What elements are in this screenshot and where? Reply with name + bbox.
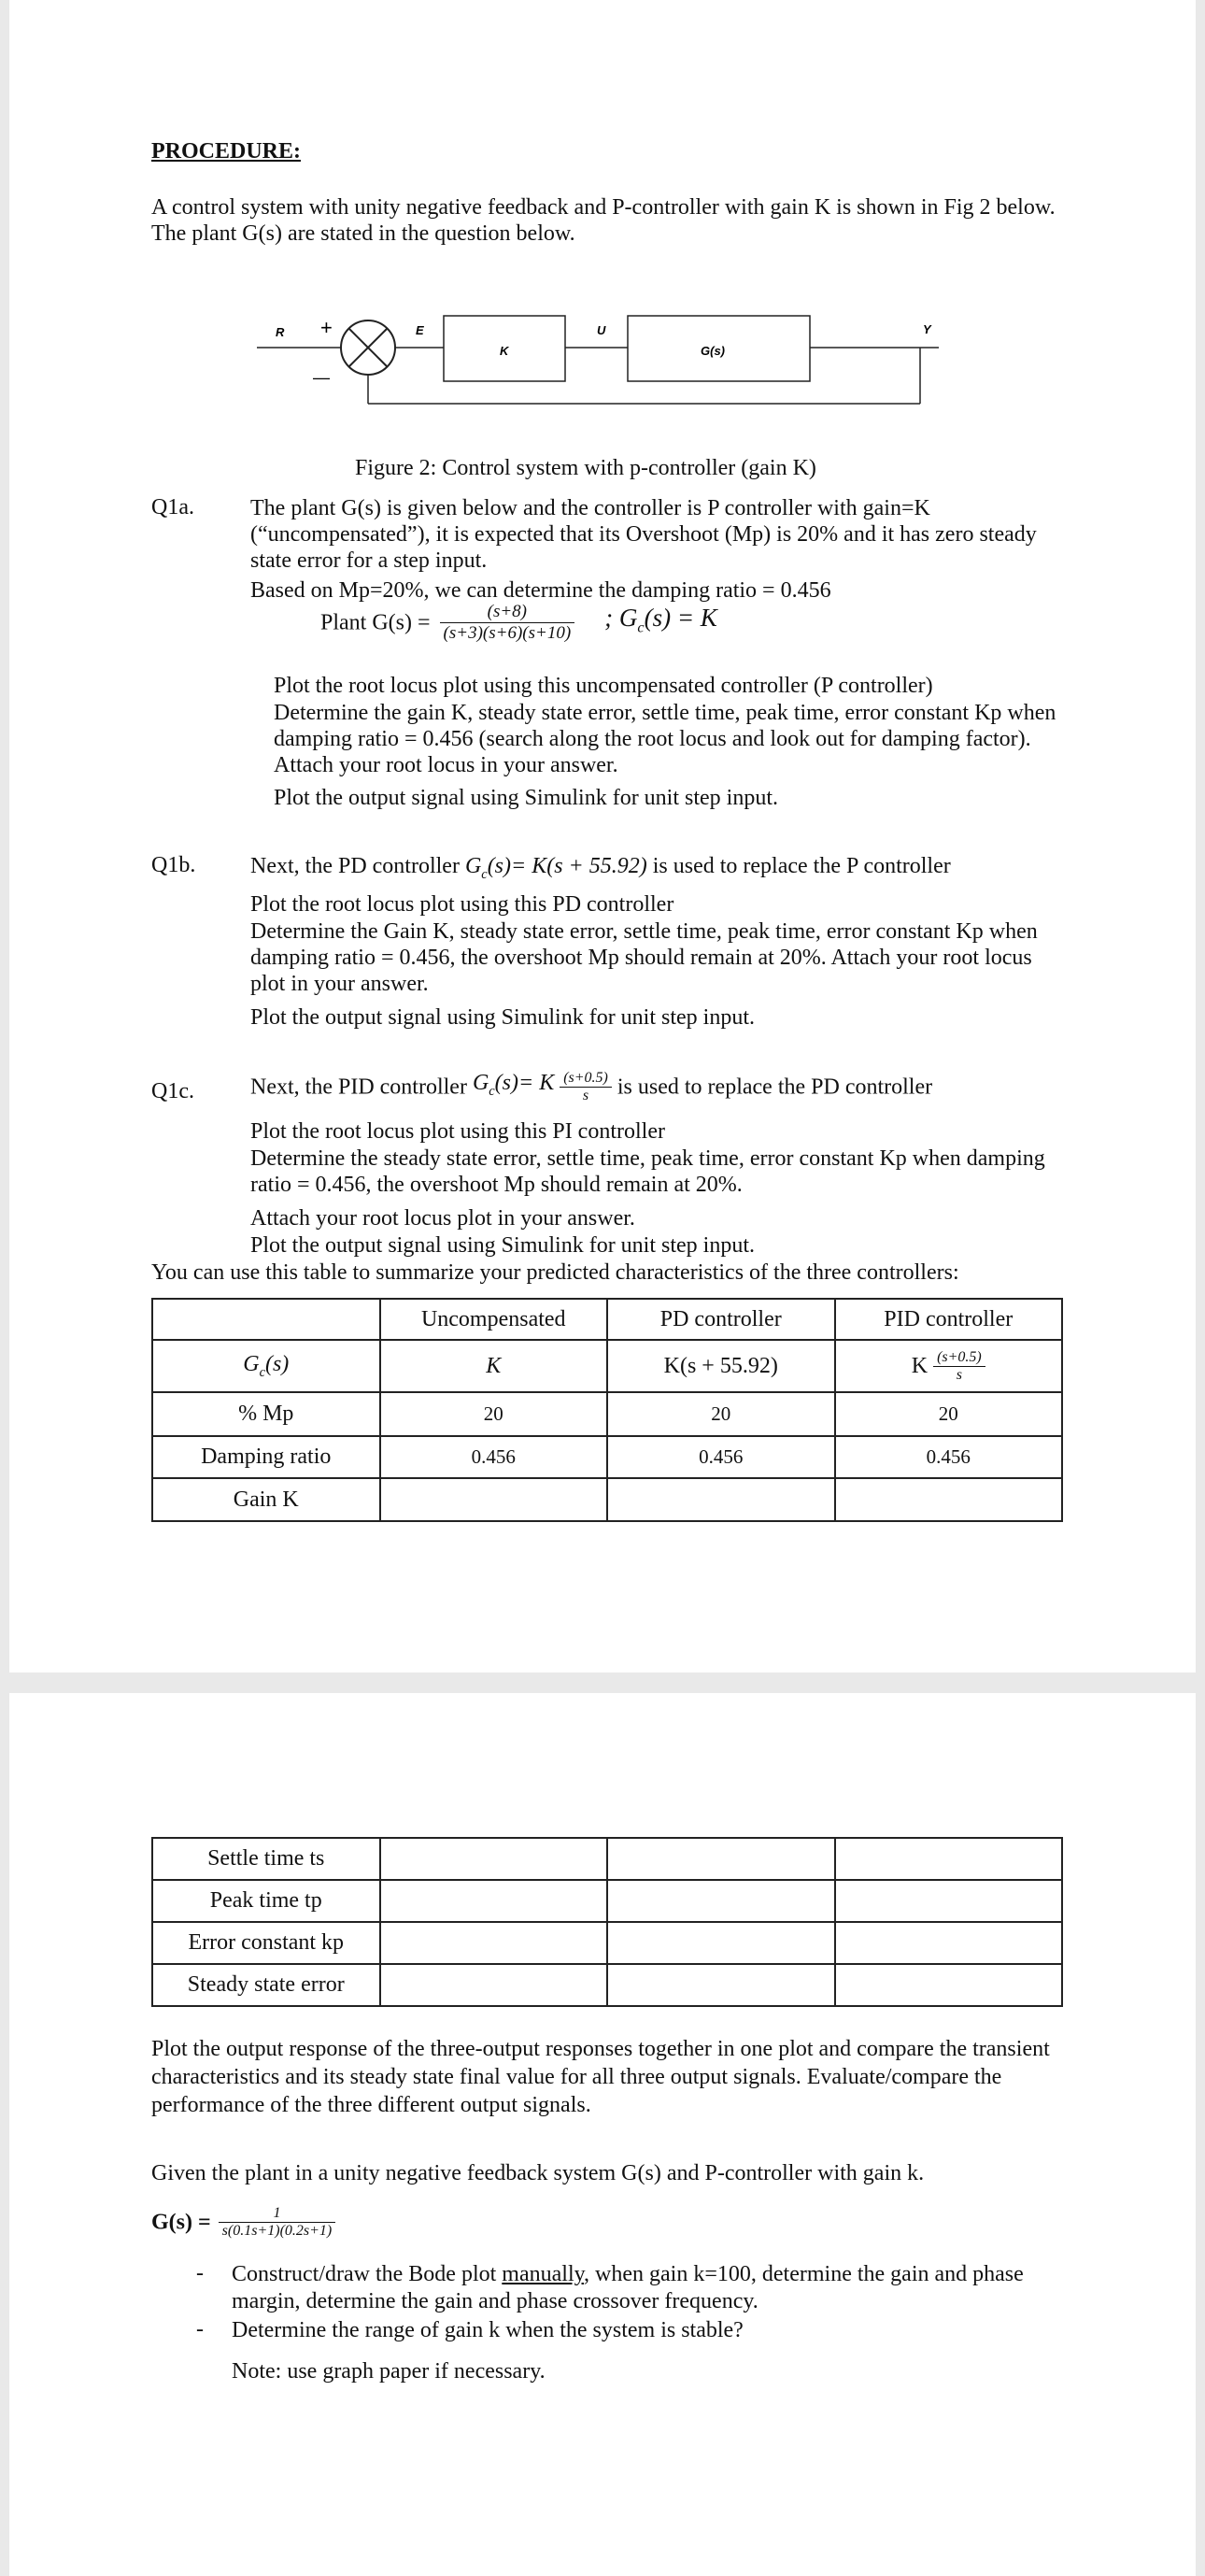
intro-paragraph: A control system with unity negative feedback and P-controller with gain K is shown in Fig 2 below. The plant G(s) are stated in the question below. xyxy=(151,195,1056,246)
q1b-task-1: Plot the root locus plot using this PD controller xyxy=(250,892,674,917)
q1b-task-3: Plot the output signal using Simulink for unit step input. xyxy=(250,1005,756,1030)
document-page-1 xyxy=(9,0,1196,1672)
table-row-gc xyxy=(152,1340,1062,1392)
q1a-task-2: Determine the gain K, steady state error, settle time, peak time, error constant Kp when damping ratio = 0.456 (search along the root locus and look out for damping factor). Attach your root locus in your answer. xyxy=(274,701,1056,777)
table-cell xyxy=(380,1880,608,1922)
q2-bullet-1-post: , when gain k=100, determine the gain and phase margin, determine the gain and phase crossover frequency. xyxy=(232,2262,1024,2313)
q1c-label: Q1c. xyxy=(151,1079,194,1103)
q1c-intro xyxy=(250,1070,932,1104)
controller-summary-table xyxy=(151,1298,1063,1522)
table-cell: 0.456 xyxy=(380,1436,608,1478)
q1c-pid-fraction xyxy=(560,1070,612,1104)
signal-label-u: U xyxy=(597,323,606,337)
table-cell xyxy=(835,1964,1063,2006)
q1b-intro xyxy=(250,853,951,888)
gc-row-label: $G_c(s)$ xyxy=(152,1340,380,1392)
q2-bullet-1-underlined: manually xyxy=(502,2262,585,2286)
q1c-task-3: Attach your root locus plot in your answer. xyxy=(250,1206,635,1231)
q2-g-label: G(s) = xyxy=(151,2210,211,2235)
q2-g-denominator: s(0.1s+1)(0.2s+1) xyxy=(221,2223,333,2239)
table-cell xyxy=(835,1838,1063,1880)
table-cell xyxy=(835,1880,1063,1922)
table-header-cell: PID controller xyxy=(835,1299,1063,1340)
q1c-fraction-numerator: (s+0.5) xyxy=(560,1070,612,1088)
q2-note: Note: use graph paper if necessary. xyxy=(232,2359,546,2384)
table-header-cell: PD controller xyxy=(607,1299,835,1340)
table-cell xyxy=(835,1922,1063,1964)
table-cell xyxy=(607,1964,835,2006)
table-cell: 20 xyxy=(607,1392,835,1436)
table-cell xyxy=(380,1922,608,1964)
plant-equation xyxy=(320,602,717,644)
row-label: % Mp xyxy=(152,1392,380,1436)
row-label: Error constant kp xyxy=(152,1922,380,1964)
subscript-c: c xyxy=(637,619,645,636)
q1b-label: Q1b. xyxy=(151,853,196,877)
table-row xyxy=(152,1964,1062,2006)
signal-label-r: R xyxy=(276,325,285,339)
gc-pid-fraction xyxy=(933,1349,985,1384)
q1c-intro-pre: Next, the PID controller xyxy=(250,1075,473,1100)
gc-uncompensated: K xyxy=(380,1340,608,1392)
table-cell: 20 xyxy=(380,1392,608,1436)
q1b-pd-controller-math: $G_c(s)= K(s + 55.92)$ xyxy=(464,854,647,882)
q1a-task-1: Plot the root locus plot using this uncompensated controller (P controller) xyxy=(274,674,933,698)
q1c-fraction-denominator: s xyxy=(582,1088,589,1103)
table-cell xyxy=(380,1838,608,1880)
subscript-c: c xyxy=(489,1083,495,1099)
row-label: Peak time tp xyxy=(152,1880,380,1922)
q1b-intro-post: is used to replace the P controller xyxy=(646,854,951,878)
plant-denominator: (s+3)(s+6)(s+10) xyxy=(443,623,572,643)
table-row xyxy=(152,1478,1062,1521)
q1c-intro-post: is used to replace the PD controller xyxy=(617,1075,933,1100)
table-cell xyxy=(380,1964,608,2006)
q1c-task-1: Plot the root locus plot using this PI controller xyxy=(250,1119,665,1144)
q1c-pid-controller-math: $G_c(s)= K$ xyxy=(472,1071,555,1099)
q1c-task-4: Plot the output signal using Simulink for unit step input. xyxy=(250,1233,756,1258)
plant-prefix: Plant G(s) = xyxy=(320,610,431,635)
table-header-cell: Uncompensated xyxy=(380,1299,608,1340)
gc-pid xyxy=(835,1340,1063,1392)
compare-paragraph: Plot the output response of the three-output responses together in one plot and compare the transient characteristics and its steady state final value for all three output signals. Evaluate/compare the performance of the three different output signals. xyxy=(151,2037,1050,2117)
q1a-damping-line: Based on Mp=20%, we can determine the damping ratio = 0.456 xyxy=(250,578,831,603)
table-row xyxy=(152,1436,1062,1478)
table-cell: 0.456 xyxy=(607,1436,835,1478)
row-label: Gain K xyxy=(152,1478,380,1521)
figure-caption: Figure 2: Control system with p-controller (gain K) xyxy=(355,456,816,480)
plant-fraction xyxy=(440,602,575,644)
table-row xyxy=(152,1880,1062,1922)
q1a-text: The plant G(s) is given below and the controller is P controller with gain=K (“uncompensated”), it is expected that its Overshoot (Mp) is 20% and it has zero steady state error for a step input. xyxy=(250,496,1037,573)
table-cell xyxy=(607,1478,835,1521)
bullet-dash: - xyxy=(196,2261,204,2285)
plant-numerator: (s+8) xyxy=(440,602,575,623)
control-block-diagram xyxy=(257,308,967,416)
signal-label-y: Y xyxy=(923,322,931,336)
table-row xyxy=(152,1392,1062,1436)
signal-label-e: E xyxy=(416,323,424,337)
table-cell xyxy=(380,1478,608,1521)
q2-bullet-1 xyxy=(232,2261,1054,2315)
controller-equation: ; $G_c(s) = K$ xyxy=(604,604,717,636)
q1c-task-2: Determine the steady state error, settle time, peak time, error constant Kp when damping ratio = 0.456, the overshoot Mp should remain at 20%. xyxy=(250,1146,1045,1197)
table-intro: You can use this table to summarize your predicted characteristics of the three controllers: xyxy=(151,1260,959,1285)
subscript-c: c xyxy=(259,1364,265,1380)
subscript-c: c xyxy=(481,866,488,882)
q2-intro: Given the plant in a unity negative feedback system G(s) and P-controller with gain k. xyxy=(151,2161,925,2185)
table-cell: 20 xyxy=(835,1392,1063,1436)
block-k-label: K xyxy=(500,344,509,358)
table-cell xyxy=(607,1838,835,1880)
gc-pid-prefix: K xyxy=(911,1353,929,1378)
sum-plus-sign: + xyxy=(320,316,333,339)
gc-pid-numerator: (s+0.5) xyxy=(933,1349,985,1367)
table-cell xyxy=(835,1478,1063,1521)
gc-pid-denominator: s xyxy=(956,1366,963,1383)
q2-g-fraction xyxy=(219,2205,336,2240)
table-cell: 0.456 xyxy=(835,1436,1063,1478)
gc-pd: K(s + 55.92) xyxy=(607,1340,835,1392)
q2-g-numerator: 1 xyxy=(219,2205,336,2223)
q2-bullet-1-pre: Construct/draw the Bode plot xyxy=(232,2262,503,2286)
table-header-cell xyxy=(152,1299,380,1340)
row-label: Settle time ts xyxy=(152,1838,380,1880)
document-page-2 xyxy=(9,1693,1196,2576)
sum-minus-sign: — xyxy=(313,368,330,387)
q1a-task-3: Plot the output signal using Simulink for unit step input. xyxy=(274,786,779,810)
table-header-row xyxy=(152,1299,1062,1340)
table-row xyxy=(152,1838,1062,1880)
table-cell xyxy=(607,1922,835,1964)
q1a-label: Q1a. xyxy=(151,495,194,519)
bullet-dash: - xyxy=(196,2317,204,2341)
procedure-heading: PROCEDURE: xyxy=(151,139,301,164)
q2-plant-equation xyxy=(151,2205,335,2240)
results-table-continued xyxy=(151,1837,1063,2007)
q2-bullet-2: Determine the range of gain k when the system is stable? xyxy=(232,2318,744,2342)
q1b-intro-pre: Next, the PD controller xyxy=(250,854,465,878)
block-plant-label: G(s) xyxy=(701,344,725,358)
q1b-task-2: Determine the Gain K, steady state error, settle time, peak time, error constant Kp when damping ratio = 0.456, the overshoot Mp should remain at 20%. Attach your root locus plot in your answer. xyxy=(250,919,1038,996)
row-label: Steady state error xyxy=(152,1964,380,2006)
table-cell xyxy=(607,1880,835,1922)
row-label: Damping ratio xyxy=(152,1436,380,1478)
table-row xyxy=(152,1922,1062,1964)
